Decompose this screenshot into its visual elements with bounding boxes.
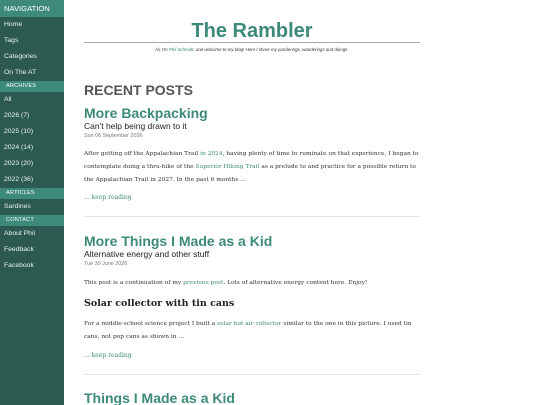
author-link[interactable]: Phil Schmidt xyxy=(168,47,194,52)
sidebar-item-2025[interactable]: 2025 (10) xyxy=(4,128,34,135)
keep-reading-link[interactable]: ... keep reading xyxy=(84,352,132,359)
post-intro xyxy=(84,277,420,290)
inline-link-previous-post[interactable]: previous post xyxy=(183,280,224,286)
nav-header: NAVIGATION xyxy=(0,0,64,17)
excerpt-text: This post is a continuation of my xyxy=(84,280,184,286)
articles-header: ARTICLES xyxy=(0,188,64,199)
excerpt-text: After getting off the Appalachian Trail xyxy=(84,151,201,157)
post-date: Tue 30 June 2026 xyxy=(84,261,128,267)
post-title-more-backpacking[interactable]: More Backpacking xyxy=(84,105,208,121)
title-divider xyxy=(84,42,420,43)
site-tagline xyxy=(84,47,420,53)
excerpt-line xyxy=(84,277,420,290)
sidebar-item-about-phil[interactable]: About Phil xyxy=(4,230,35,237)
post-separator xyxy=(84,374,420,375)
excerpt-line xyxy=(84,318,420,331)
post-title-things-i-made[interactable]: Things I Made as a Kid xyxy=(84,390,235,405)
excerpt-text: . Lots of alternative energy content here. Enjoy! xyxy=(223,280,368,286)
excerpt-line xyxy=(84,148,420,161)
inline-link-superior-hiking-trail[interactable]: Superior Hiking Trail xyxy=(195,164,260,170)
sidebar-item-2022[interactable]: 2022 (36) xyxy=(4,176,34,183)
excerpt-text: contemplate doing a thru-hike of the xyxy=(84,164,196,170)
post-excerpt xyxy=(84,318,420,344)
sidebar-item-2023[interactable]: 2023 (20) xyxy=(4,160,34,167)
post-excerpt xyxy=(84,148,420,187)
sidebar-item-2024[interactable]: 2024 (14) xyxy=(4,144,34,151)
excerpt-text: , having plenty of time to ruminate on that experience, I began to xyxy=(222,151,419,157)
recent-posts-heading: RECENT POSTS xyxy=(84,82,193,98)
sidebar-item-facebook[interactable]: Facebook xyxy=(4,262,34,269)
sidebar-item-on-the-at[interactable]: On The AT xyxy=(4,69,37,76)
sidebar-item-home[interactable]: Home xyxy=(4,21,23,28)
sidebar-item-categories[interactable]: Categories xyxy=(4,53,37,60)
contact-header: CONTACT xyxy=(0,215,64,226)
post-section-heading: Solar collector with tin cans xyxy=(84,298,235,309)
sidebar-item-all[interactable]: All xyxy=(4,96,12,103)
excerpt-text: as a prelude to and practice for a possible return to xyxy=(259,164,416,170)
sidebar-item-tags[interactable]: Tags xyxy=(4,37,19,44)
archives-header: ARCHIVES xyxy=(0,81,64,92)
post-date: Sun 06 September 2026 xyxy=(84,133,143,139)
excerpt-text: similar to the one in this picture. I used tin xyxy=(281,321,412,327)
sidebar xyxy=(0,0,64,405)
sidebar-item-sardines[interactable]: Sardines xyxy=(4,203,31,210)
excerpt-line xyxy=(84,161,420,174)
site-title[interactable]: The Rambler xyxy=(191,20,313,42)
sidebar-item-2026[interactable]: 2026 (7) xyxy=(4,112,30,119)
excerpt-text: For a middle-school science project I built a xyxy=(84,321,218,327)
sidebar-item-feedback[interactable]: Feedback xyxy=(4,246,34,253)
tagline-text-post: , and welcome to my blog! Here I share my ponderings, wanderings and doings. xyxy=(193,47,349,52)
inline-link-2024[interactable]: in 2024 xyxy=(200,151,223,157)
keep-reading-link[interactable]: ... keep reading xyxy=(84,194,132,201)
tagline-text-pre: Hi, I'm xyxy=(155,47,169,52)
excerpt-line: cans, not pop cans as shown in ... xyxy=(84,334,185,340)
excerpt-line: the Appalachian Trail in 2027. In the past 6 months ... xyxy=(84,177,246,183)
post-subtitle: Can't help being drawn to it xyxy=(84,121,187,131)
inline-link-solar-hot-air-collector[interactable]: solar hot air collector xyxy=(217,321,282,327)
post-subtitle: Alternative energy and other stuff xyxy=(84,249,210,259)
post-title-more-things-i-made[interactable]: More Things I Made as a Kid xyxy=(84,233,273,249)
post-separator xyxy=(84,216,420,217)
